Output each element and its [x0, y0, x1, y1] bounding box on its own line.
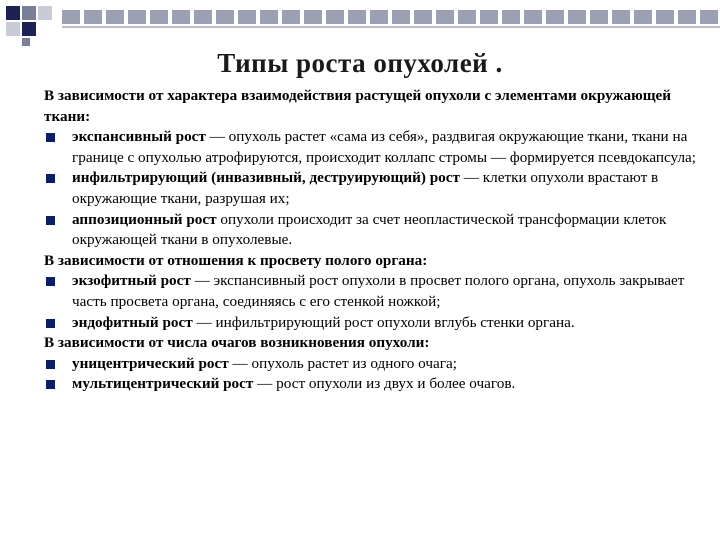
bullet-icon — [46, 216, 55, 225]
section-heading: В зависимости от отношения к просвету полого органа: — [44, 251, 428, 269]
item-text: — опухоль растет «сама из себя», раздвигая окружающие ткани, ткани на границе с опухолью атрофируются, происходит коллапс стромы — формируется псевдокапсула; — [72, 128, 697, 166]
section-heading: В зависимости от характера взаимодействия растущей опухоли с элементами окружающей ткани: — [44, 87, 672, 125]
item-term: экзофитный рост — [72, 272, 191, 290]
item-text: — клетки опухоли врастают в окружающие ткани, разрушая их; — [72, 169, 659, 207]
decorative-stripe — [62, 10, 720, 24]
decorative-line — [62, 26, 720, 28]
item-term: уницентрический рост — [72, 354, 229, 372]
list-item — [44, 313, 714, 334]
item-text: — опухоль растет из одного очага; — [228, 354, 457, 372]
item-term: аппозиционный рост — [72, 210, 217, 228]
bullet-icon — [46, 174, 55, 183]
list-item — [44, 374, 714, 395]
list-item — [44, 168, 714, 209]
bullet-icon — [46, 277, 55, 286]
list-item — [44, 210, 714, 251]
item-text: — экспансивный рост опухоли в просвет полого органа, опухоль закрывает часть просвета органа, соединяясь с его стенкой ножкой; — [72, 272, 685, 310]
bullet-icon — [46, 360, 55, 369]
list-item — [44, 271, 714, 312]
decorative-squares — [0, 0, 60, 50]
item-text: — инфильтрирующий рост опухоли вглубь стенки органа. — [192, 313, 575, 331]
item-term: эндофитный рост — [72, 313, 193, 331]
page-title: Типы роста опухолей . — [217, 48, 503, 78]
slide-content — [44, 86, 714, 395]
item-text: — рост опухоли из двух и более очагов. — [253, 375, 516, 393]
bullet-icon — [46, 380, 55, 389]
bullet-icon — [46, 133, 55, 142]
section-heading: В зависимости от числа очагов возникновения опухоли: — [44, 334, 430, 352]
item-term: инфильтрирующий (инвазивный, деструирующий) рост — [72, 169, 460, 187]
item-term: мультицентрический рост — [72, 375, 254, 393]
item-term: экспансивный рост — [72, 128, 206, 146]
list-item — [44, 354, 714, 375]
bullet-icon — [46, 319, 55, 328]
item-text: опухоли происходит за счет неопластической трансформации клеток окружающей ткани в опухолевые. — [72, 210, 667, 249]
list-item — [44, 127, 714, 168]
